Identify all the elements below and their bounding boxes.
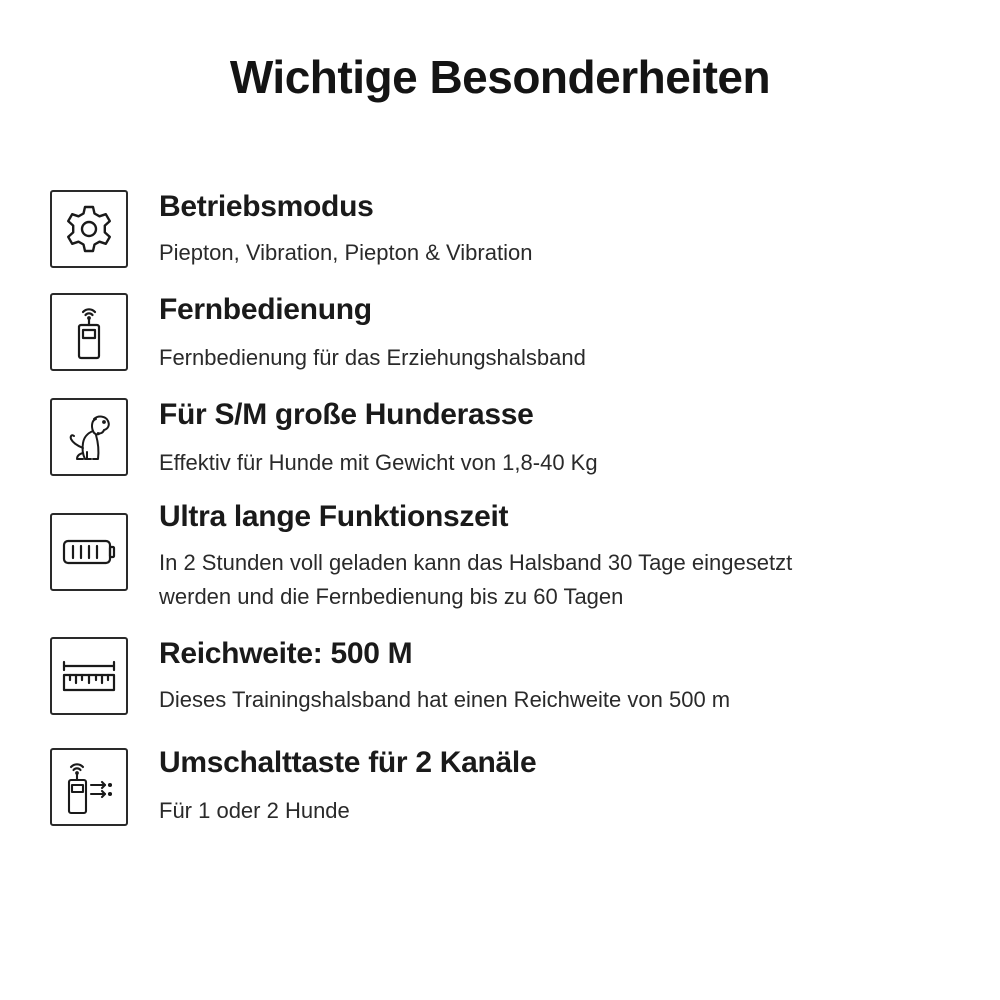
feature-description: Piepton, Vibration, Piepton & Vibration	[159, 240, 533, 265]
feature-description-line-2: werden und die Fernbedienung bis zu 60 Tagen	[159, 584, 624, 609]
channel-switch-icon	[50, 748, 128, 826]
feature-description: Effektiv für Hunde mit Gewicht von 1,8-40 Kg	[159, 450, 598, 475]
gear-icon	[50, 190, 128, 268]
feature-title: Für S/M große Hunderasse	[159, 398, 534, 431]
ruler-range-icon	[50, 637, 128, 715]
feature-title: Ultra lange Funktionszeit	[159, 500, 509, 533]
feature-title: Umschalttaste für 2 Kanäle	[159, 746, 537, 779]
feature-description: Fernbedienung für das Erziehungshalsband	[159, 345, 586, 370]
feature-title: Betriebsmodus	[159, 190, 374, 223]
dog-icon	[50, 398, 128, 476]
battery-icon	[50, 513, 128, 591]
feature-description-line-1: In 2 Stunden voll geladen kann das Halsband 30 Tage eingesetzt	[159, 550, 793, 575]
feature-title: Fernbedienung	[159, 293, 372, 326]
page-title: Wichtige Besonderheiten	[229, 51, 771, 103]
feature-description: Für 1 oder 2 Hunde	[159, 798, 350, 823]
remote-control-icon	[50, 293, 128, 371]
feature-title: Reichweite: 500 M	[159, 637, 413, 670]
feature-description: Dieses Trainingshalsband hat einen Reichweite von 500 m	[159, 687, 731, 712]
